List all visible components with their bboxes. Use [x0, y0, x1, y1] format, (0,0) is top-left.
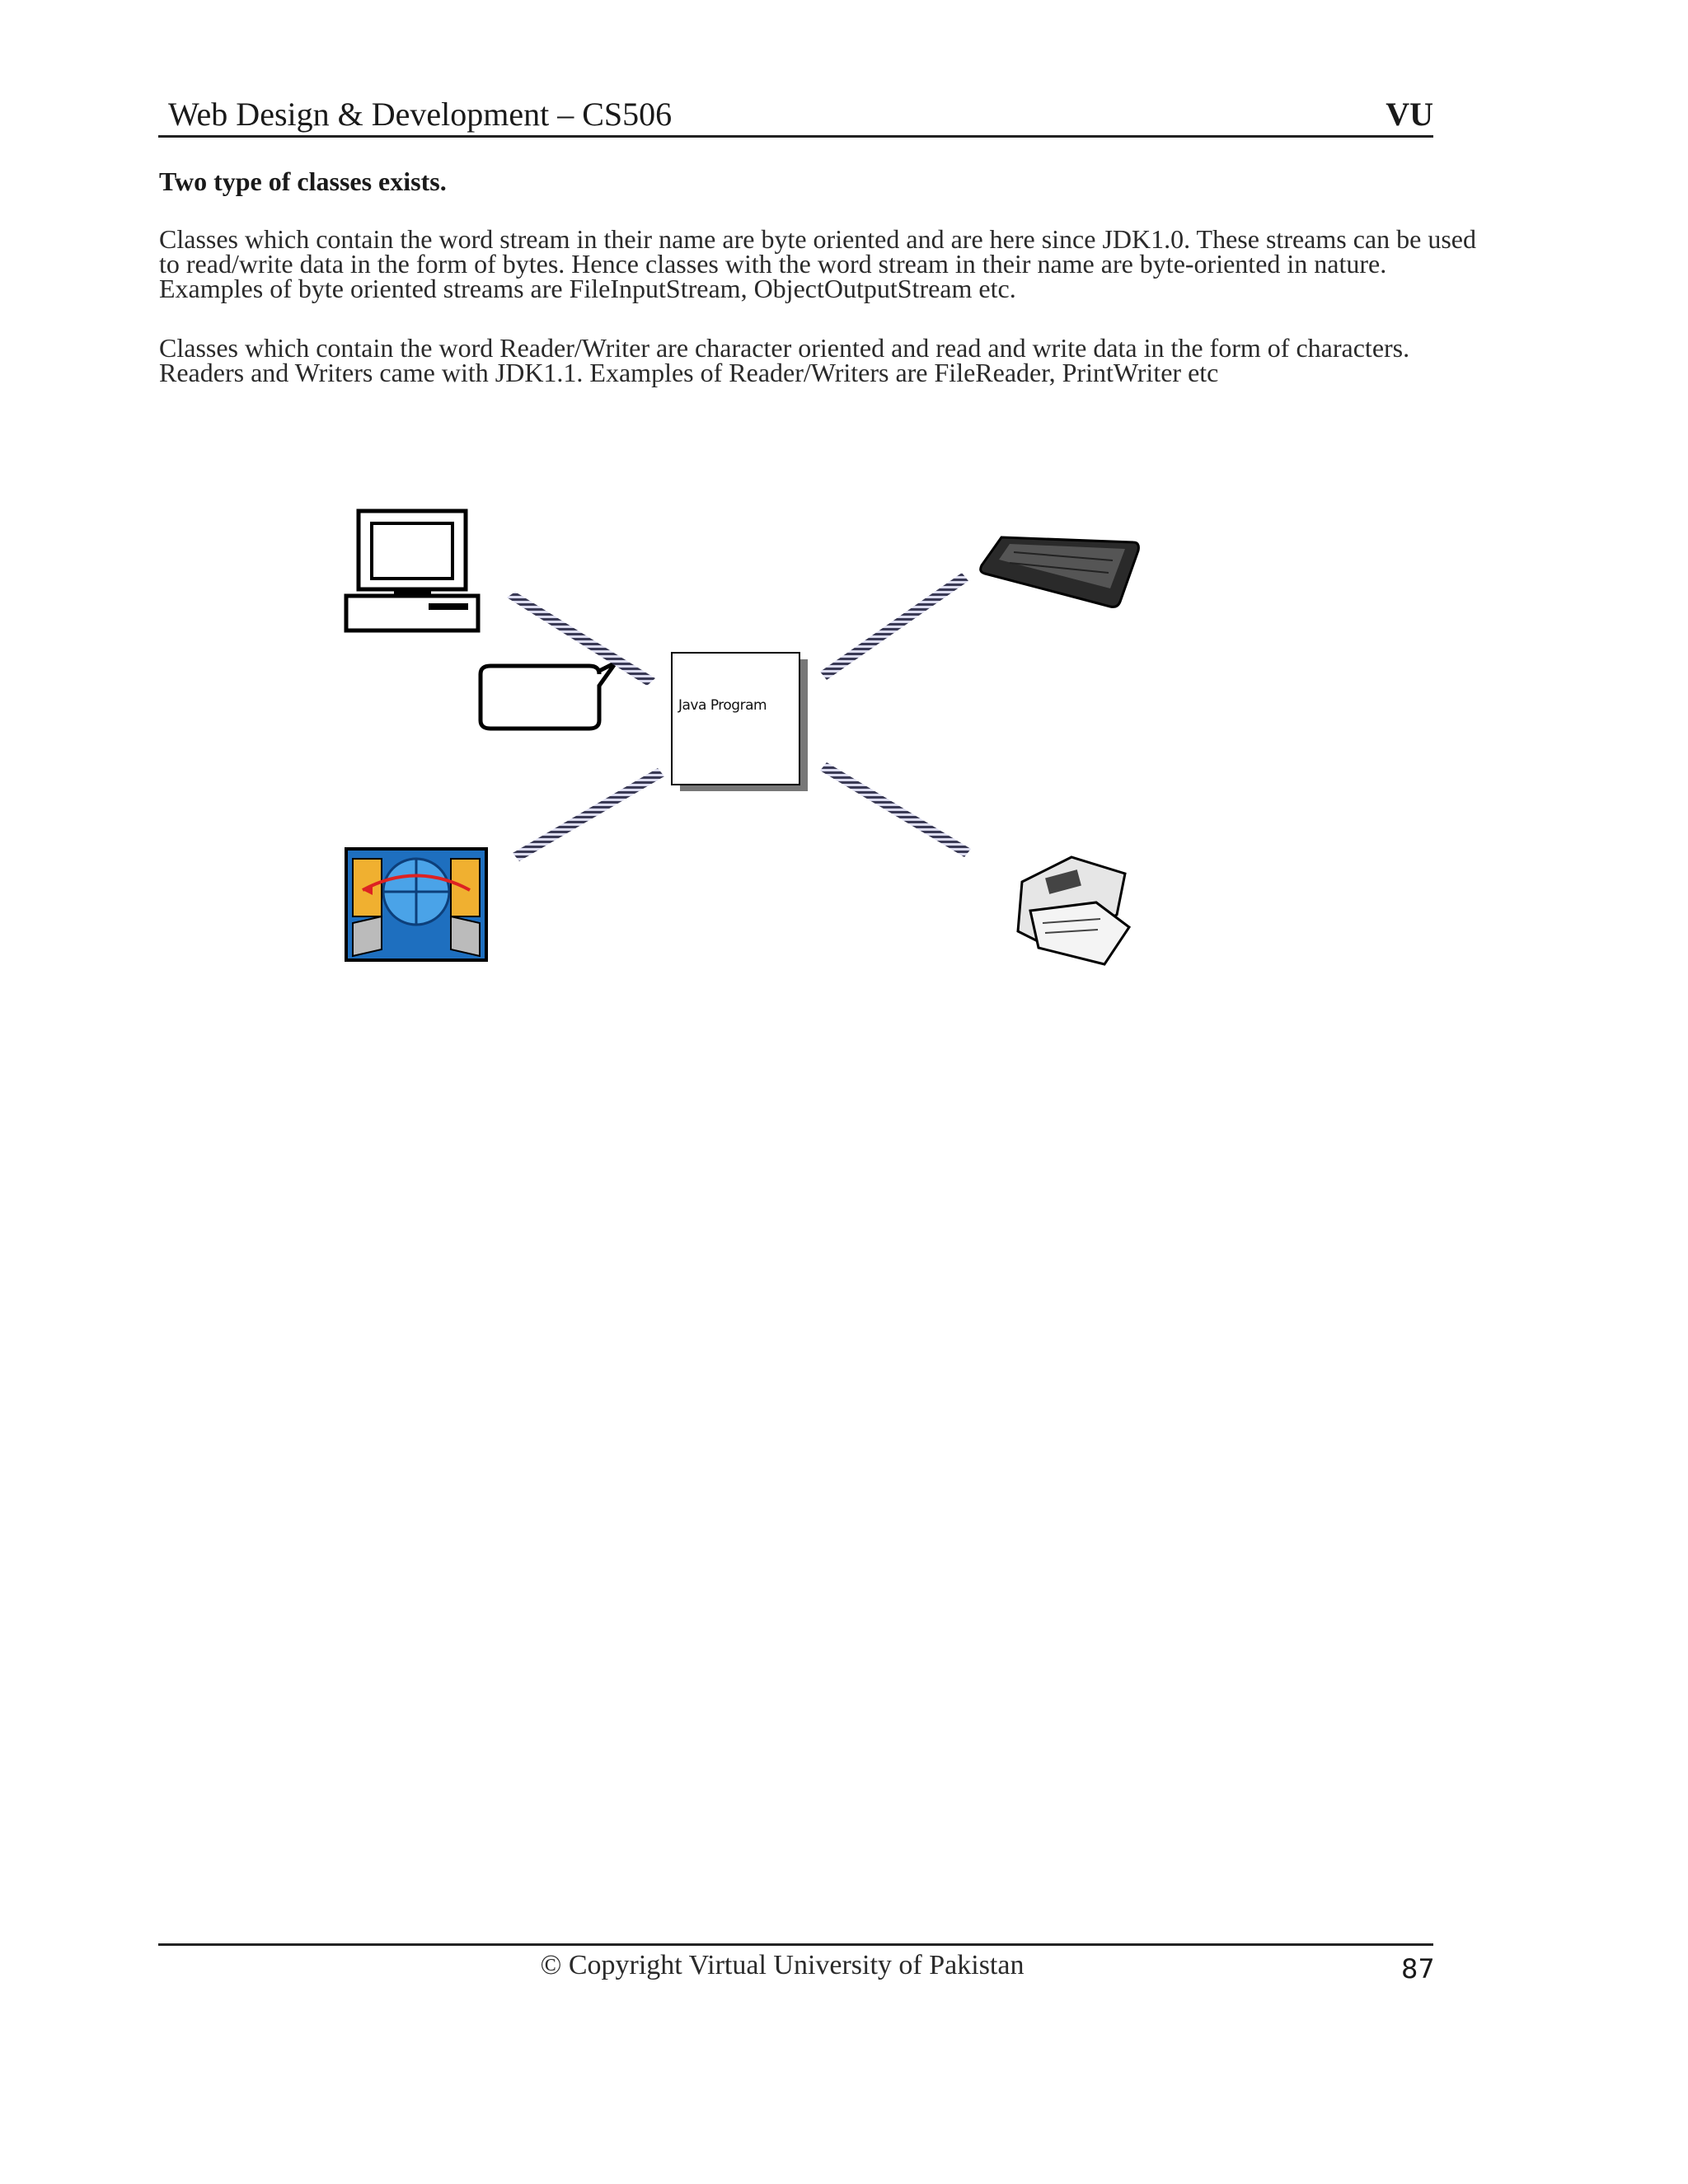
computer-icon — [346, 511, 478, 630]
network-icon — [346, 849, 486, 960]
section-heading: Two type of classes exists. — [159, 166, 447, 196]
document-title: Web Design & Development – CS506 — [168, 96, 673, 133]
stream-diagram — [0, 0, 1688, 989]
connector-top-right — [820, 573, 968, 680]
printer-icon — [1018, 857, 1129, 964]
page-header — [158, 97, 1433, 138]
java-program-box — [672, 653, 808, 791]
keyboard-icon — [981, 537, 1139, 607]
java-program-label: Java Program — [678, 697, 767, 714]
paragraph-byte-streams: Classes which contain the word stream in their name are byte oriented and are here since JDK1.0. These streams can be used to read/write data in the form of bytes. Hence classes with the word stream in their name are byte-oriented in nature. Examples of byte oriented streams are FileInputStream, ObjectOutputStream etc. — [159, 224, 1476, 303]
paragraph-character-streams: Classes which contain the word Reader/Writer are character oriented and read and write data in the form of characters. Readers and Writers came with JDK1.1. Examples of Reader/Writers are FileReader, PrintWriter etc — [159, 333, 1410, 387]
page-number: 87 — [1401, 1953, 1435, 1985]
footer-rule — [158, 1943, 1433, 1946]
connector-bottom-right — [820, 762, 971, 857]
speech-bubble-icon — [481, 663, 616, 729]
copyright-notice: © Copyright Virtual University of Pakistan — [540, 1950, 1025, 1980]
connector-bottom-left — [513, 768, 664, 861]
university-brand: VU — [1386, 96, 1433, 133]
